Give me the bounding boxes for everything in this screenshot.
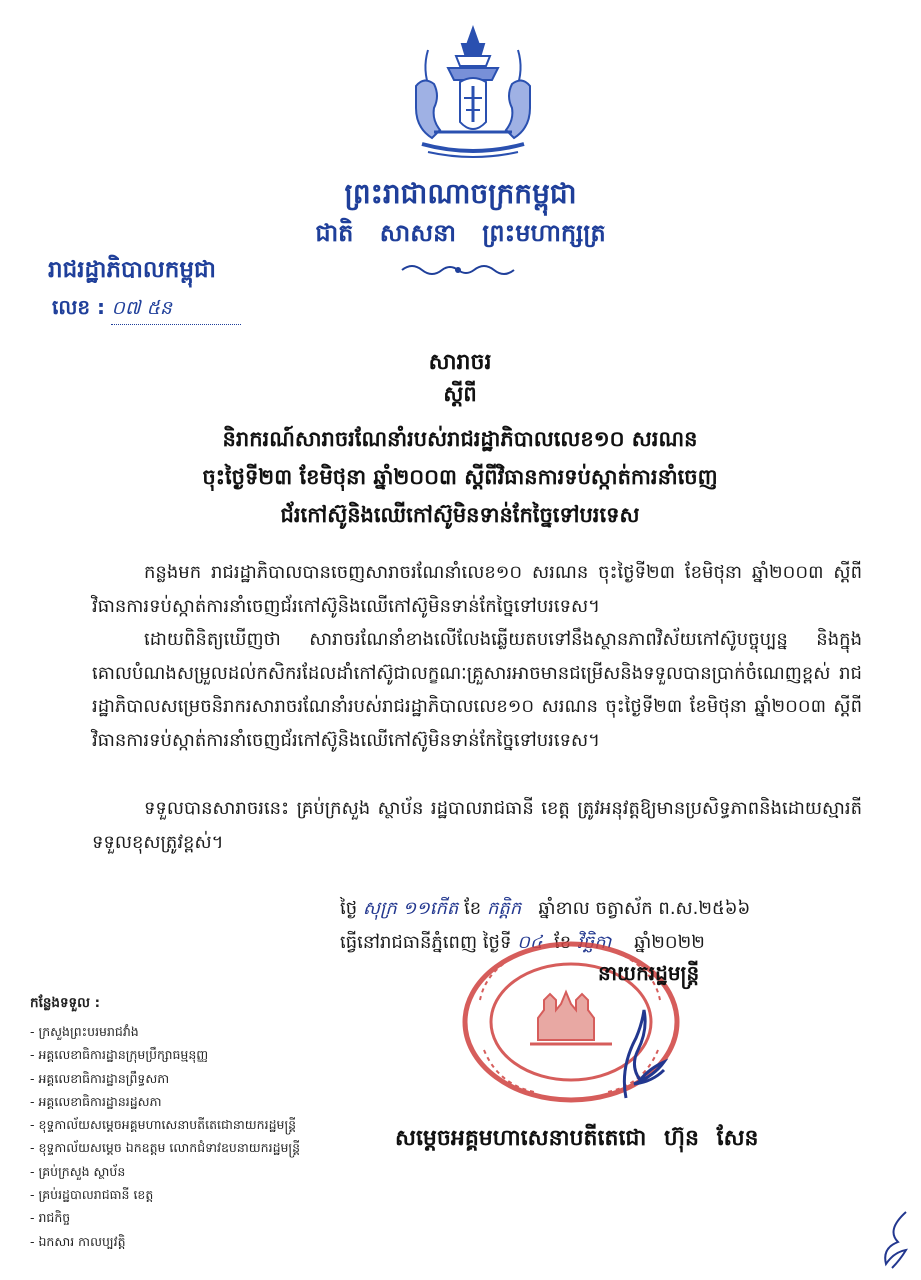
recipient-item: - ខុទ្ទកាល័យសម្តេចអគ្គមហាសេនាបតីតេជោនាយករដ្ឋមន្ត្រី [30, 1117, 297, 1133]
divider-ornament-icon [398, 262, 518, 278]
signature-mark [592, 1008, 682, 1104]
handwritten-day: ០៤ [517, 932, 543, 953]
place-date-line: ធ្វើនៅរាជធានីភ្នំពេញ ថ្ងៃទី ០៤ ខែ វិច្ឆិកា ឆ្នាំ២០២២ [340, 932, 705, 953]
subject-word: ស្តីពី [443, 381, 477, 406]
recipient-item: - អគ្គលេខាធិការដ្ឋានព្រឹទ្ធសភា [30, 1070, 170, 1086]
body-paragraph: កន្លងមក រាជរដ្ឋាភិបាលបានចេញសារាចរណែនាំលេខ១០ សរណន ចុះថ្ងៃទី២៣ ខែមិថុនា ឆ្នាំ២០០៣ ស្តីពីវិធានការទប់ស្កាត់ការនាំចេញជ័រកៅស៊ូនិងឈើកៅស៊ូមិនទាន់កែច្នៃទៅបរទេស។ [92, 562, 862, 617]
recipient-item: - អគ្គលេខាធិការដ្ឋានក្រុមប្រឹក្សាធម្មនុញ្ញ [30, 1047, 209, 1063]
subject-line: និរាករណ៍សារាចរណែនាំរបស់រាជរដ្ឋាភិបាលលេខ១០ សរណន [222, 426, 698, 451]
issuing-government: រាជរដ្ឋាភិបាលកម្ពុជា [48, 256, 216, 283]
subject-line: ជ័រកៅស៊ូនិងឈើកៅស៊ូមិនទាន់កែច្នៃទៅបរទេស [280, 502, 640, 527]
signatory-name: សម្តេចអគ្គមហាសេនាបតីតេជោ ហ៊ុន សែន [395, 1125, 759, 1151]
recipient-item: - ក្រសួងព្រះបរមរាជវាំង [30, 1024, 139, 1039]
handwritten-lunar-month: កត្តិក [486, 898, 522, 919]
lunar-date-line: ថ្ងៃ សុក្រ ១១កើត ខែ កត្តិក ឆ្នាំខាល ចត្វាស័ក ព.ស.២៥៦៦ [340, 898, 751, 919]
body-paragraph: ទទួលបានសារាចរនេះ គ្រប់ក្រសួង ស្ថាប័ន រដ្ឋបាលរាជធានី ខេត្ត ត្រូវអនុវត្តឱ្យមានប្រសិទ្ធភាពនិងដោយស្មារតីទទួលខុសត្រូវខ្ពស់។ [92, 798, 862, 853]
handwritten-month: វិច្ឆិកា [576, 932, 612, 953]
recipients-title: កន្លែងទទួល : [30, 995, 101, 1011]
reference-value: ០៧ ៥ន [111, 296, 241, 325]
recipient-item: - គ្រប់ក្រសួង ស្ថាប័ន [30, 1163, 126, 1179]
corner-initial-mark [876, 1208, 916, 1272]
kingdom-title: ព្រះរាជាណាចក្រកម្ពុជា [344, 177, 577, 210]
signatory-title: នាយករដ្ឋមន្ត្រី [598, 961, 700, 985]
national-motto: ជាតិ សាសនា ព្រះមហាក្សត្រ [315, 218, 606, 247]
document-type: សារាចរ [428, 349, 492, 375]
recipient-item: - ខុទ្ទកាល័យសម្តេច ឯកឧត្តម លោកជំទាវឧបនាយករដ្ឋមន្ត្រី [30, 1140, 301, 1156]
handwritten-lunar-day: សុក្រ ១១កើត [362, 898, 459, 919]
subject-title [60, 420, 860, 534]
body-paragraph: ដោយពិនិត្យឃើញថា សារាចរណែនាំខាងលើលែងឆ្លើយតបទៅនឹងស្ថានភាពវិស័យកៅស៊ូបច្ចុប្បន្ន និងក្នុងគោលបំណងសម្រួលដល់កសិករដែលដាំកៅស៊ូជាលក្ខណៈគ្រួសារអាចមានជម្រើសនិងទទួលបានប្រាក់ចំណេញខ្ពស់ រាជរដ្ឋាភិបាលសម្រេចនិរាករសារាចរណែនាំរបស់រាជរដ្ឋាភិបាលលេខ១០ សរណន ចុះថ្ងៃទី២៣ ខែមិថុនា ឆ្នាំ២០០៣ ស្តីពីវិធានការទប់ស្កាត់ការនាំចេញជ័រកៅស៊ូនិងឈើកៅស៊ូមិនទាន់កែច្នៃទៅបរទេស។ [92, 629, 862, 751]
recipient-item: - រាជកិច្ច [30, 1210, 71, 1226]
recipient-item: - គ្រប់រដ្ឋបាលរាជធានី ខេត្ត [30, 1187, 154, 1203]
royal-arms-of-cambodia-icon [398, 20, 548, 170]
reference-number [52, 294, 241, 325]
subject-line: ចុះថ្ងៃទី២៣ ខែមិថុនា ឆ្នាំ២០០៣ ស្តីពីវិធានការទប់ស្កាត់ការនាំចេញ [202, 464, 718, 489]
recipients-list [30, 994, 390, 1253]
recipient-item: - អគ្គលេខាធិការដ្ឋានរដ្ឋសភា [30, 1093, 162, 1109]
reference-label: លេខ : [52, 295, 106, 319]
recipient-item: - ឯកសារ កាលប្បវត្តិ [30, 1233, 126, 1249]
